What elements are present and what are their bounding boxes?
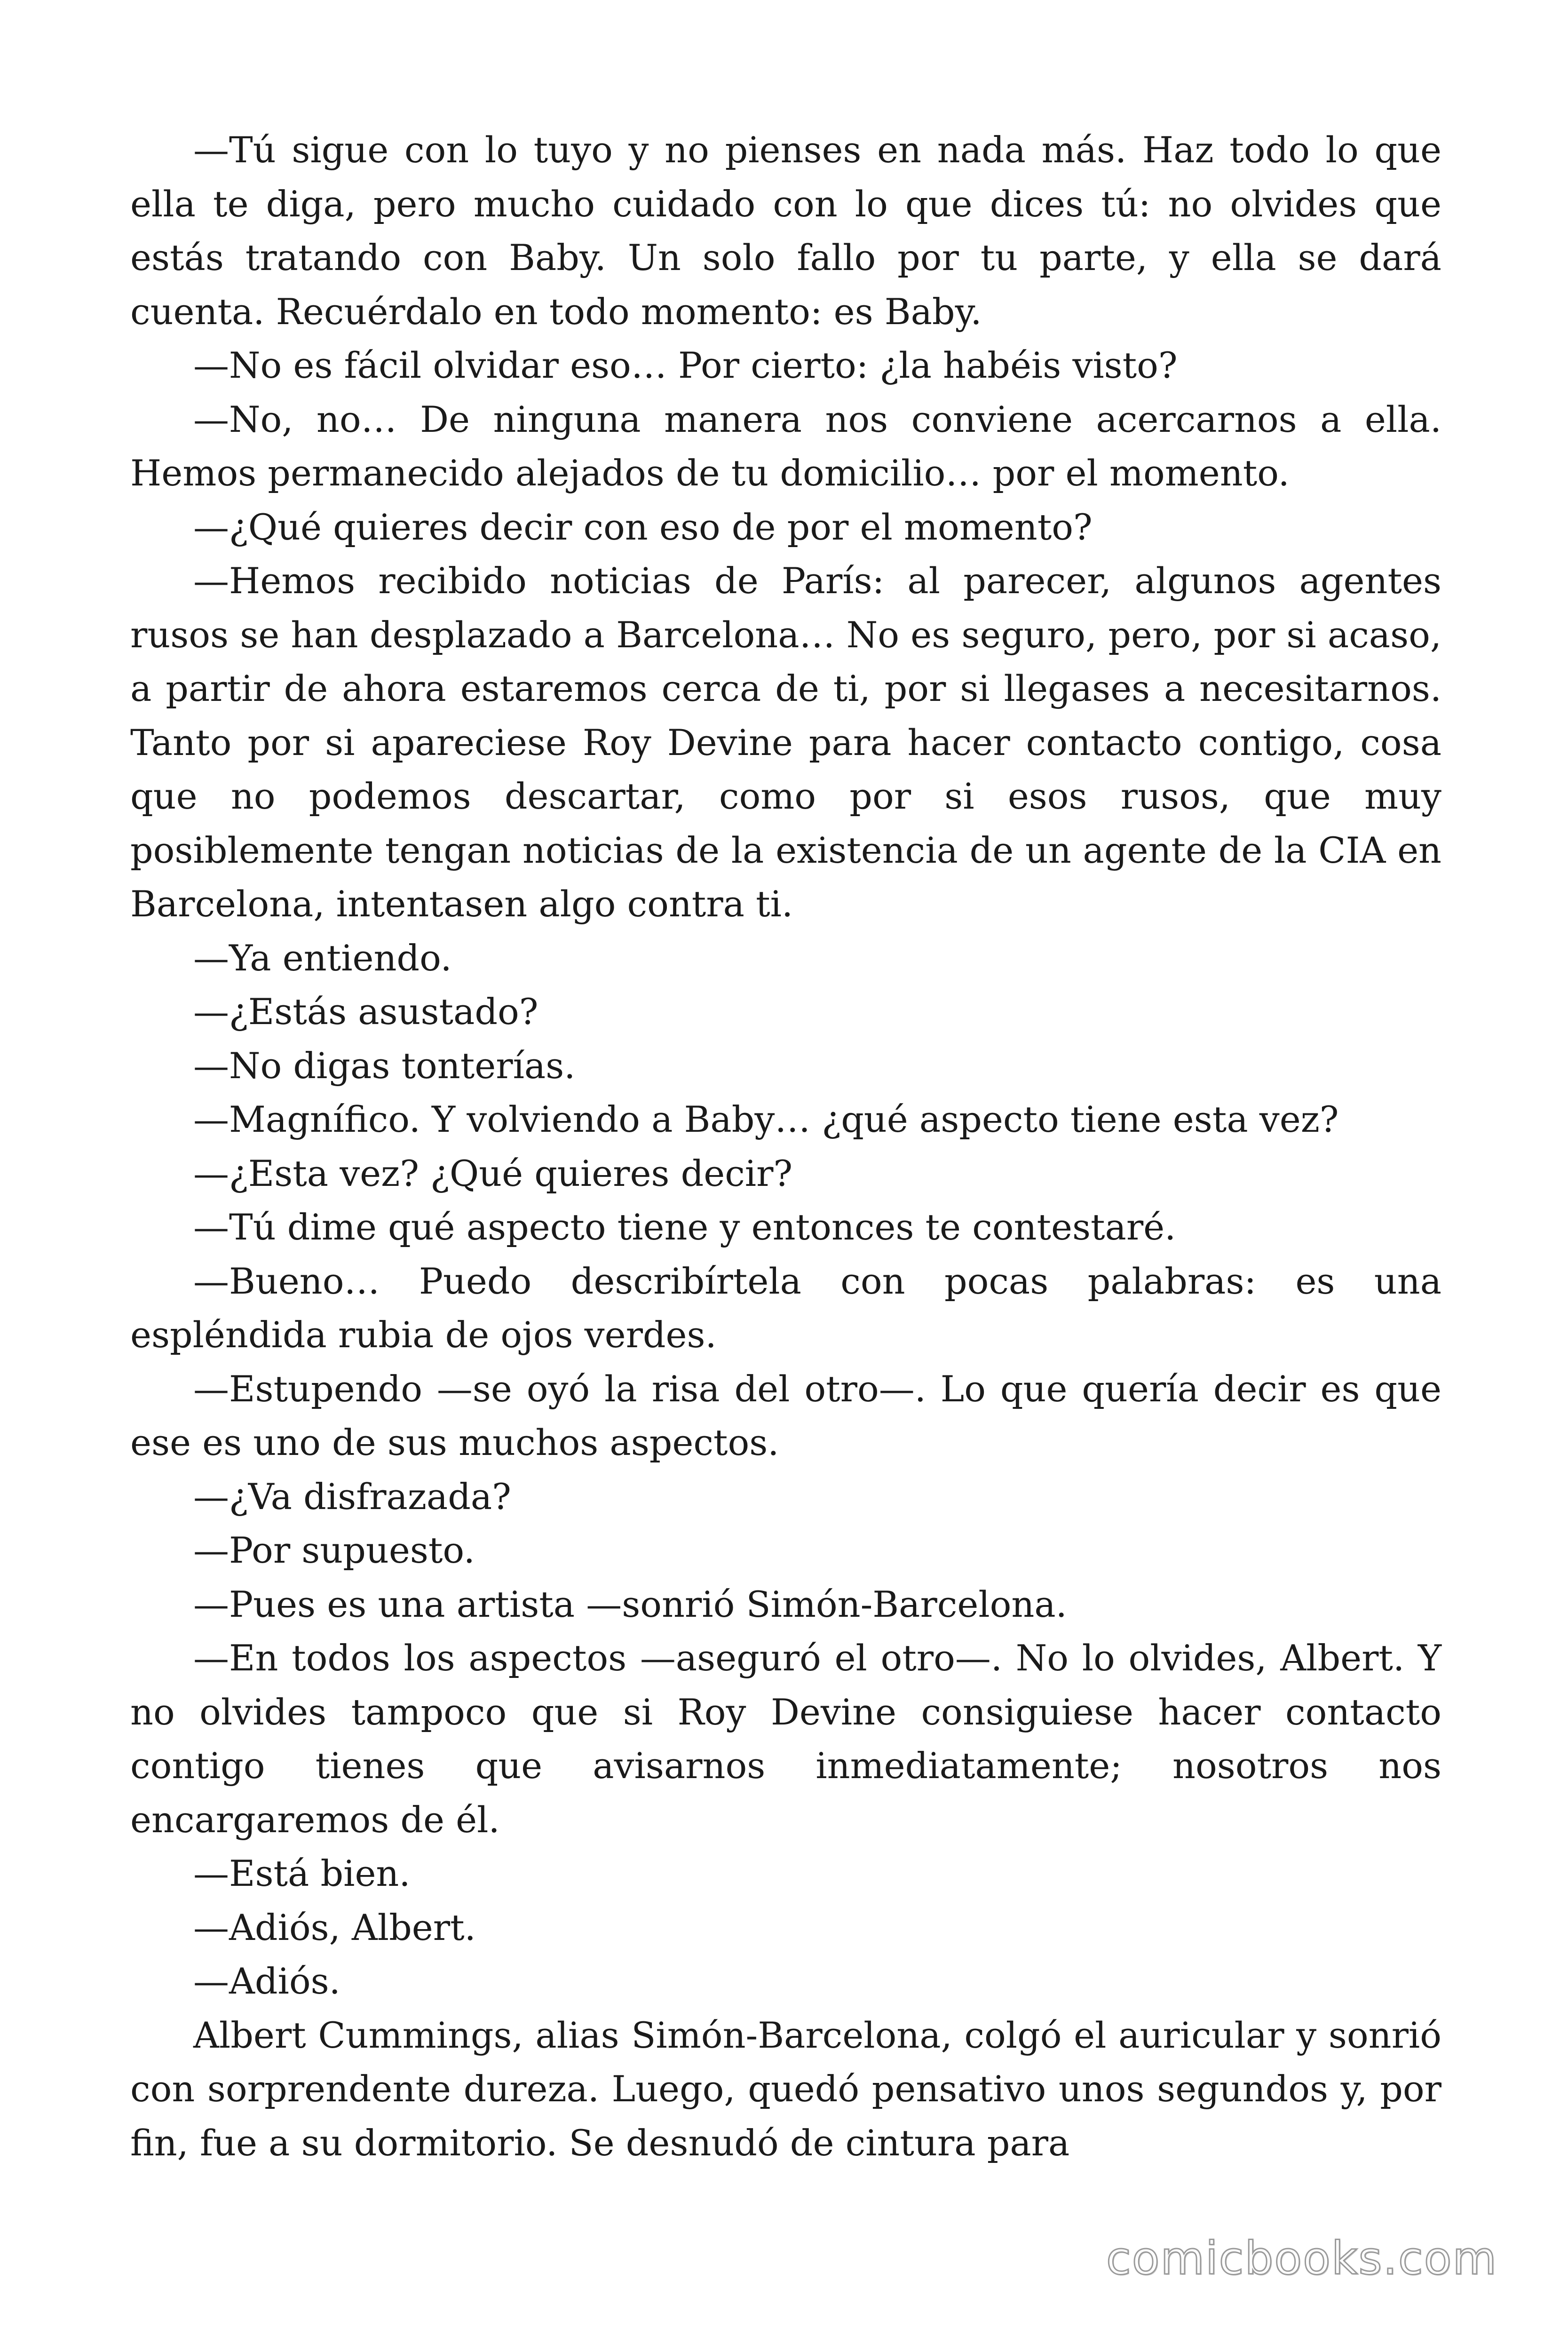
paragraph: —Pues es una artista —sonrió Simón-Barcelona. xyxy=(193,1583,1067,1625)
paragraph: —Magnífico. Y volviendo a Baby… ¿qué aspecto tiene esta vez? xyxy=(193,1098,1339,1140)
paragraph: Albert Cummings, alias Simón-Barcelona, colgó el auricular y sonrió con sorprendente dureza. Luego, quedó pensativo unos segundos y, por fin, fue a su dormitorio. Se desnudó de cintura para xyxy=(130,2014,1441,2164)
paragraph: —Bueno… Puedo describírtela con pocas palabras: es una espléndida rubia de ojos verdes. xyxy=(130,1260,1441,1356)
paragraph: —Estupendo —se oyó la risa del otro—. Lo que quería decir es que ese es uno de sus muchos aspectos. xyxy=(130,1367,1441,1463)
paragraph: —¿Estás asustado? xyxy=(193,991,539,1033)
paragraph: —No, no… De ninguna manera nos conviene acercarnos a ella. Hemos permanecido alejados de tu domicilio… por el momento. xyxy=(130,398,1441,494)
paragraph: —No digas tonterías. xyxy=(193,1044,576,1087)
paragraph: —Ya entiendo. xyxy=(193,937,452,979)
paragraph: —Está bien. xyxy=(193,1852,411,1894)
paragraph: —¿Va disfrazada? xyxy=(193,1475,511,1518)
paragraph: —Adiós. xyxy=(193,1960,341,2002)
watermark: comicbooks.com xyxy=(1106,2232,1497,2285)
paragraph: —En todos los aspectos —aseguró el otro—. No lo olvides, Albert. Y no olvides tampoco que si Roy Devine consiguiese hacer contacto contigo tienes que avisarnos inmediatamente; nosotros nos encargaremos de él. xyxy=(130,1637,1441,1841)
paragraph: —No es fácil olvidar eso… Por cierto: ¿la habéis visto? xyxy=(193,344,1178,386)
paragraph: —Tú dime qué aspecto tiene y entonces te contestaré. xyxy=(193,1206,1176,1248)
paragraph: —¿Esta vez? ¿Qué quieres decir? xyxy=(193,1152,793,1194)
paragraph: —Adiós, Albert. xyxy=(193,1906,476,1948)
paragraph: —¿Qué quieres decir con eso de por el momento? xyxy=(193,506,1093,548)
page-text xyxy=(130,123,1441,2170)
paragraph: —Por supuesto. xyxy=(193,1529,475,1571)
paragraph: —Hemos recibido noticias de París: al parecer, algunos agentes rusos se han desplazado a Barcelona… No es seguro, pero, por si acaso, a partir de ahora estaremos cerca de ti, por si llegases a necesitarnos. Tanto por si apareciese Roy Devine para hacer contacto contigo, cosa que no podemos descartar, como por si esos rusos, que muy posiblemente tengan noticias de la existencia de un agente de la CIA en Barcelona, intentasen algo contra ti. xyxy=(130,560,1441,925)
paragraph: —Tú sigue con lo tuyo y no pienses en nada más. Haz todo lo que ella te diga, pero mucho cuidado con lo que dices tú: no olvides que estás tratando con Baby. Un solo fallo por tu parte, y ella se dará cuenta. Recuérdalo en todo momento: es Baby. xyxy=(130,129,1441,333)
